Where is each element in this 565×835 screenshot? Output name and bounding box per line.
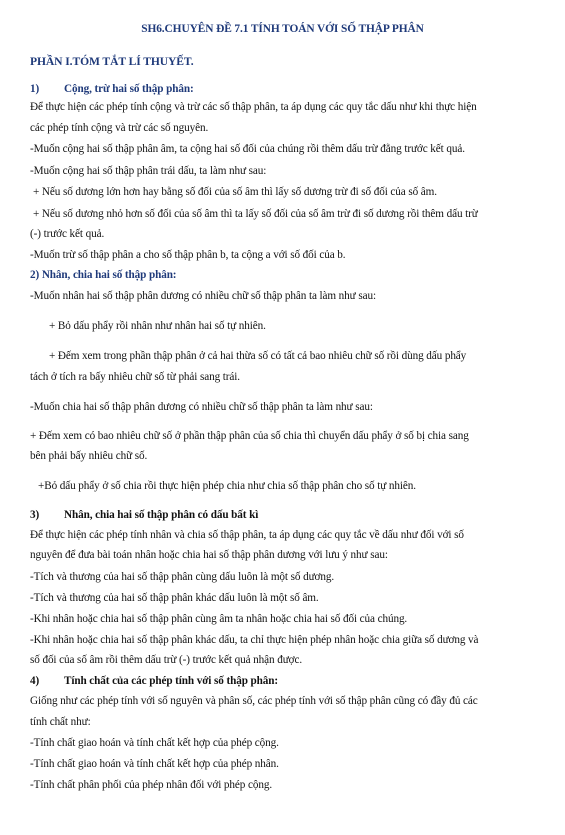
section-4-line-2: tính chất như: [30, 716, 91, 728]
section-2-line-7: bên phải bấy nhiêu chữ số. [30, 450, 148, 462]
section-3-number: 3) [30, 509, 40, 521]
section-1-line-5: + Nếu số dương lớn hơn hay bằng số đối của số âm thì lấy số dương trừ đi số đối của số âm. [33, 186, 437, 198]
section-4-heading [30, 674, 278, 688]
section-3-line-4: -Tích và thương của hai số thập phân khác dấu luôn là một số âm. [30, 592, 319, 604]
section-3-line-5: -Khi nhân hoặc chia hai số thập phân cùng âm ta nhân hoặc chia hai số đối của chúng. [30, 613, 408, 625]
section-2-line-2: + Bỏ dấu phẩy rồi nhân như nhân hai số tự nhiên. [49, 320, 266, 332]
section-3-line-6: -Khi nhân hoặc chia hai số thập phân khác dấu, ta chỉ thực hiện phép nhân hoặc chia giữa số dương và [30, 634, 479, 646]
section-1-line-8: -Muốn trừ số thập phân a cho số thập phân b, ta cộng a với số đối của b. [30, 249, 346, 261]
section-4-line-4: -Tính chất giao hoán và tính chất kết hợp của phép nhân. [30, 758, 279, 770]
section-1-title: Cộng, trừ hai số thập phân: [64, 83, 194, 95]
section-2-line-4: tách ở tích ra bấy nhiêu chữ số từ phải sang trái. [30, 371, 241, 383]
section-1-heading [30, 82, 194, 96]
section-2-line-3: + Đếm xem trong phần thập phân ở cả hai thừa số có tất cả bao nhiêu chữ số rồi dùng dấu phẩy [49, 350, 467, 362]
section-2-number: 2) [30, 269, 40, 281]
section-1-line-2: các phép tính cộng và trừ các số nguyên. [30, 122, 209, 134]
section-2-title: Nhân, chia hai số thập phân: [41, 269, 177, 281]
section-2-line-5: -Muốn chia hai số thập phân dương có nhiều chữ số thập phân ta làm như sau: [30, 401, 373, 413]
section-2-line-8: +Bỏ dấu phẩy ở số chia rồi thực hiện phép chia như chia số thập phân cho số tự nhiên. [38, 480, 416, 492]
document-title: SH6.CHUYÊN ĐỀ 7.1 TÍNH TOÁN VỚI SỐ THẬP PHÂN [141, 23, 424, 35]
section-1-line-4: -Muốn cộng hai số thập phân trái dấu, ta làm như sau: [30, 165, 267, 177]
section-2-heading [30, 268, 176, 282]
section-2-line-1: -Muốn nhân hai số thập phân dương có nhiều chữ số thập phân ta làm như sau: [30, 290, 376, 302]
part-heading: PHẦN I.TÓM TẮT LÍ THUYẾT. [30, 55, 194, 68]
section-1-line-3: -Muốn cộng hai số thập phân âm, ta cộng hai số đối của chúng rồi thêm dấu trừ đằng trước kết quả. [30, 143, 465, 155]
section-1-line-6: + Nếu số dương nhỏ hơn số đối của số âm thì ta lấy số đối của số âm trừ đi số dương rồi thêm dấu trừ [33, 208, 478, 220]
section-4-number: 4) [30, 675, 40, 687]
section-2-line-6: + Đếm xem có bao nhiêu chữ số ở phần thập phân của số chia thì chuyển dấu phẩy ở số bị chia sang [30, 430, 469, 442]
section-4-line-5: -Tính chất phân phối của phép nhân đối với phép cộng. [30, 779, 273, 791]
section-4-title: Tính chất của các phép tính với số thập phân: [64, 675, 279, 687]
section-3-heading [30, 508, 258, 522]
section-4-line-1: Giống như các phép tính với số nguyên và phân số, các phép tính với số thập phân cũng có đầy đủ các [30, 695, 478, 707]
section-1-line-7: (-) trước kết quả. [30, 228, 105, 240]
section-3-title: Nhân, chia hai số thập phân có dấu bất kì [64, 509, 259, 521]
section-3-line-2: nguyên để đưa bài toán nhân hoặc chia hai số thập phân dương với lưu ý như sau: [30, 549, 388, 561]
section-3-line-3: -Tích và thương của hai số thập phân cùng dấu luôn là một số dương. [30, 571, 335, 583]
section-1-line-1: Để thực hiện các phép tính cộng và trừ các số thập phân, ta áp dụng các quy tắc dấu như khi thực hiện [30, 101, 477, 113]
section-4-line-3: -Tính chất giao hoán và tính chất kết hợp của phép cộng. [30, 737, 279, 749]
section-3-line-1: Để thực hiện các phép tính nhân và chia số thập phân, ta áp dụng các quy tắc về dấu như đối với số [30, 529, 464, 541]
section-3-line-7: số đối của số âm rồi thêm dấu trừ (-) trước kết quả nhận được. [30, 654, 303, 666]
section-1-number: 1) [30, 83, 40, 95]
